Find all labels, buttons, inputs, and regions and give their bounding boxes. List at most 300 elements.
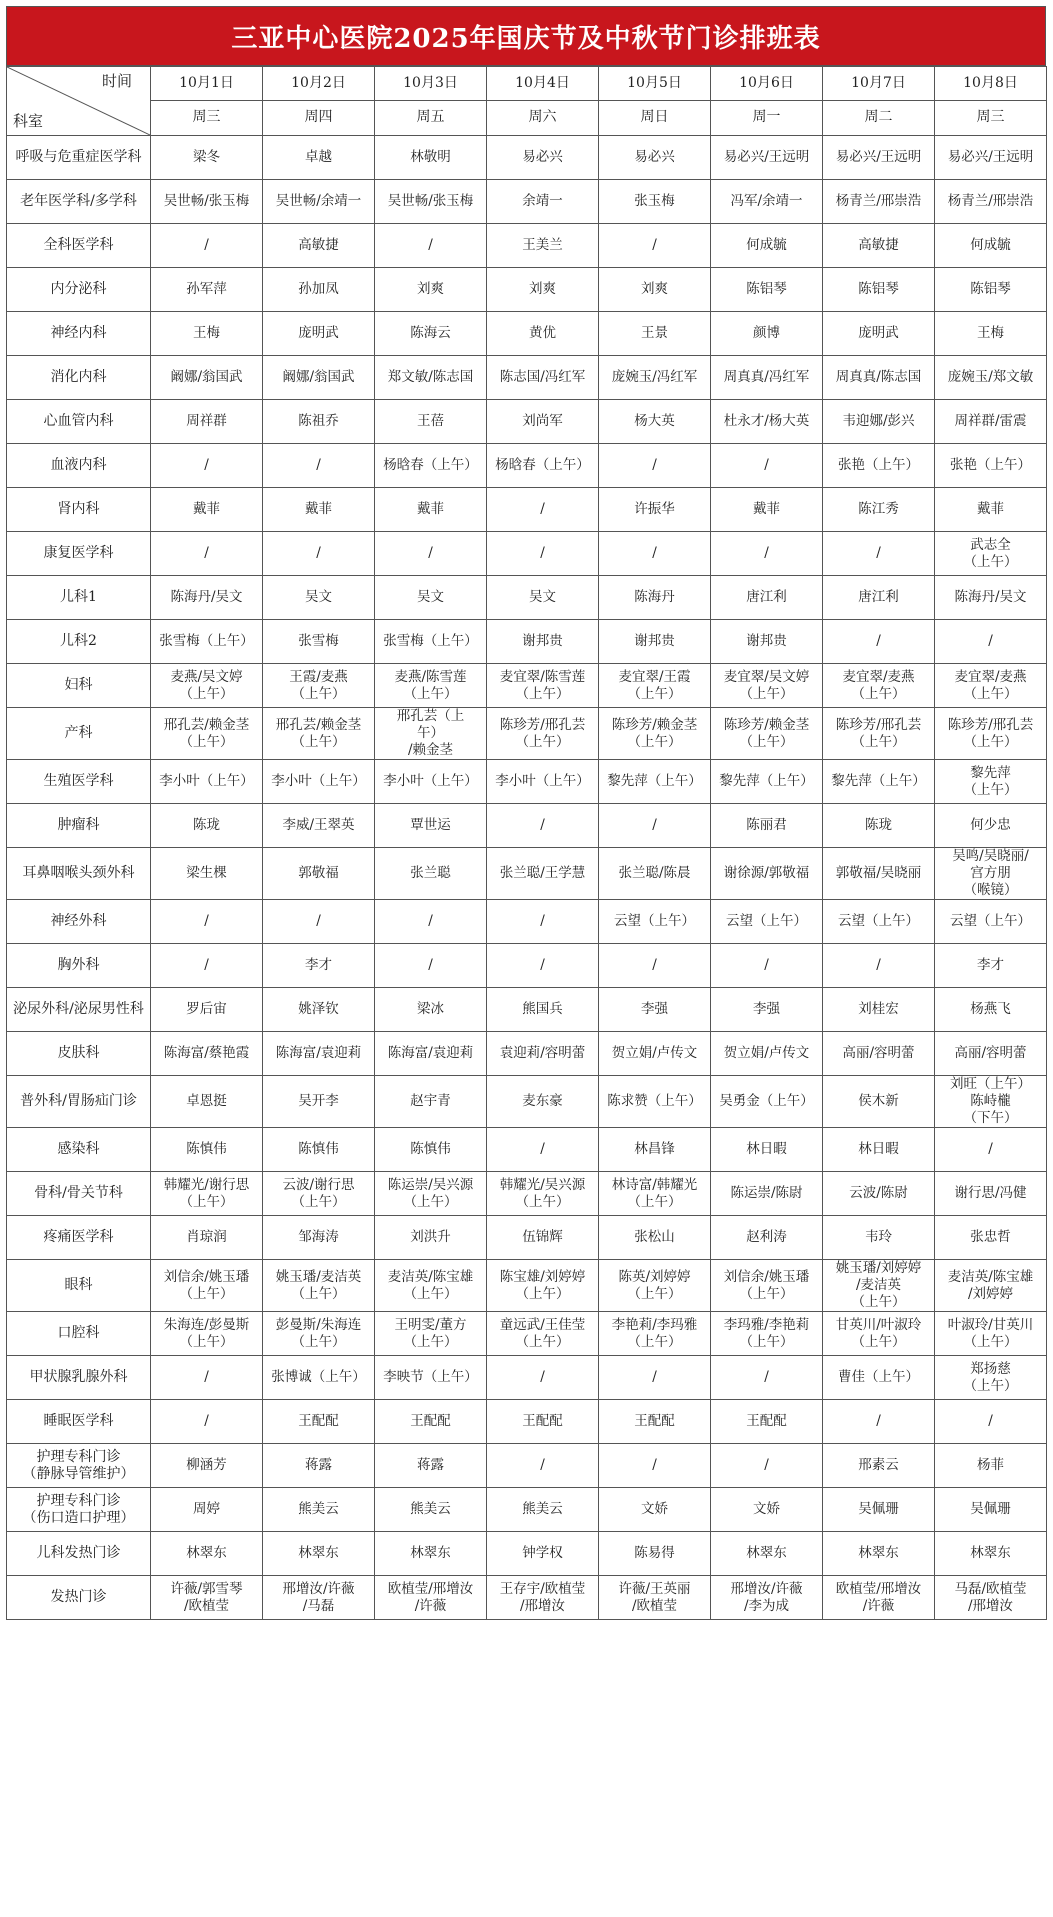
- schedule-cell: 梁冬: [151, 136, 263, 180]
- schedule-cell: 朱海连/彭曼斯 （上午）: [151, 1312, 263, 1356]
- department-cell: 肿瘤科: [7, 804, 151, 848]
- table-row: [7, 1400, 1047, 1444]
- schedule-cell: /: [487, 944, 599, 988]
- date-header-cell: 10月3日: [375, 67, 487, 101]
- schedule-cell: 梁生棵: [151, 848, 263, 900]
- schedule-cell: 韦迎娜/彭兴: [823, 400, 935, 444]
- schedule-cell: /: [599, 444, 711, 488]
- schedule-cell: 易必兴: [599, 136, 711, 180]
- schedule-cell: 林敬明: [375, 136, 487, 180]
- department-cell: 睡眠医学科: [7, 1400, 151, 1444]
- schedule-cell: 张博诚（上午）: [263, 1356, 375, 1400]
- schedule-cell: 钟学权: [487, 1532, 599, 1576]
- schedule-cell: 李小叶（上午）: [263, 760, 375, 804]
- schedule-cell: /: [823, 620, 935, 664]
- schedule-cell: 王配配: [487, 1400, 599, 1444]
- department-cell: 发热门诊: [7, 1576, 151, 1620]
- schedule-cell: 周真真/冯红军: [711, 356, 823, 400]
- schedule-cell: /: [711, 1356, 823, 1400]
- schedule-cell: 黎先萍（上午）: [823, 760, 935, 804]
- schedule-cell: 郭敬福/吴晓丽: [823, 848, 935, 900]
- schedule-cell: 王景: [599, 312, 711, 356]
- schedule-cell: 吴世畅/张玉梅: [375, 180, 487, 224]
- date-header-cell: 10月2日: [263, 67, 375, 101]
- schedule-cell: /: [599, 1356, 711, 1400]
- schedule-cell: 邹海涛: [263, 1216, 375, 1260]
- schedule-cell: 王配配: [711, 1400, 823, 1444]
- schedule-cell: 王存宇/欧植莹 /邢增汝: [487, 1576, 599, 1620]
- schedule-cell: 孙加凤: [263, 268, 375, 312]
- date-header-cell: 10月7日: [823, 67, 935, 101]
- table-row: [7, 1532, 1047, 1576]
- schedule-cell: 李映节（上午）: [375, 1356, 487, 1400]
- schedule-cell: /: [599, 944, 711, 988]
- schedule-cell: /: [487, 532, 599, 576]
- schedule-cell: 甘英川/叶淑玲 （上午）: [823, 1312, 935, 1356]
- schedule-cell: /: [151, 532, 263, 576]
- table-row: [7, 180, 1047, 224]
- schedule-cell: 唐江利: [823, 576, 935, 620]
- schedule-cell: 郑文敏/陈志国: [375, 356, 487, 400]
- department-cell: 儿科1: [7, 576, 151, 620]
- schedule-cell: 云波/陈尉: [823, 1172, 935, 1216]
- department-cell: 康复医学科: [7, 532, 151, 576]
- schedule-cell: 吴世畅/张玉梅: [151, 180, 263, 224]
- schedule-cell: 吴佩珊: [823, 1488, 935, 1532]
- schedule-cell: /: [151, 900, 263, 944]
- schedule-cell: 陈海丹/吴文: [935, 576, 1047, 620]
- department-cell: 胸外科: [7, 944, 151, 988]
- schedule-cell: 曹佳（上午）: [823, 1356, 935, 1400]
- schedule-cell: 邢增汝/许薇 /马磊: [263, 1576, 375, 1620]
- schedule-cell: 林诗富/韩耀光 （上午）: [599, 1172, 711, 1216]
- table-row: [7, 1076, 1047, 1128]
- schedule-cell: 马磊/欧植莹 /邢增汝: [935, 1576, 1047, 1620]
- table-row: [7, 356, 1047, 400]
- schedule-cell: /: [711, 944, 823, 988]
- schedule-cell: 杨晗春（上午）: [487, 444, 599, 488]
- schedule-cell: 麦宜翠/陈雪莲 （上午）: [487, 664, 599, 708]
- schedule-cell: 李威/王翠英: [263, 804, 375, 848]
- weekday-header-row: [7, 100, 1047, 135]
- department-cell: 儿科2: [7, 620, 151, 664]
- schedule-cell: 云望（上午）: [823, 900, 935, 944]
- department-cell: 护理专科门诊 （伤口造口护理）: [7, 1488, 151, 1532]
- schedule-cell: 李小叶（上午）: [487, 760, 599, 804]
- schedule-cell: 陈丽君: [711, 804, 823, 848]
- schedule-cell: 余靖一: [487, 180, 599, 224]
- table-row: [7, 1172, 1047, 1216]
- schedule-cell: 麦洁英/陈宝雄 /刘婷婷: [935, 1260, 1047, 1312]
- schedule-cell: 林翠东: [711, 1532, 823, 1576]
- schedule-cell: 庞婉玉/冯红军: [599, 356, 711, 400]
- schedule-cell: 高丽/容明蕾: [823, 1032, 935, 1076]
- schedule-cell: 张雪梅（上午）: [375, 620, 487, 664]
- schedule-cell: /: [599, 532, 711, 576]
- weekday-header-cell: 周二: [823, 100, 935, 135]
- schedule-cell: 韦玲: [823, 1216, 935, 1260]
- schedule-cell: 王梅: [935, 312, 1047, 356]
- table-row: [7, 804, 1047, 848]
- table-row: [7, 1216, 1047, 1260]
- schedule-cell: 杜永才/杨大英: [711, 400, 823, 444]
- schedule-cell: 陈海富/蔡艳霞: [151, 1032, 263, 1076]
- department-cell: 皮肤科: [7, 1032, 151, 1076]
- schedule-cell: 高丽/容明蕾: [935, 1032, 1047, 1076]
- schedule-cell: 陈珍芳/邢孔芸 （上午）: [823, 708, 935, 760]
- schedule-cell: 谢徐源/郭敬福: [711, 848, 823, 900]
- schedule-cell: 陈海丹: [599, 576, 711, 620]
- schedule-cell: 王配配: [263, 1400, 375, 1444]
- schedule-cell: 易必兴/王远明: [711, 136, 823, 180]
- schedule-cell: 林日暇: [823, 1128, 935, 1172]
- schedule-sheet: [6, 6, 1046, 1620]
- schedule-cell: 何少忠: [935, 804, 1047, 848]
- schedule-cell: 易必兴: [487, 136, 599, 180]
- department-cell: 神经内科: [7, 312, 151, 356]
- schedule-cell: 熊美云: [263, 1488, 375, 1532]
- schedule-cell: 戴菲: [263, 488, 375, 532]
- department-cell: 感染科: [7, 1128, 151, 1172]
- schedule-cell: 李才: [263, 944, 375, 988]
- schedule-cell: 林日暇: [711, 1128, 823, 1172]
- schedule-cell: 张雪梅（上午）: [151, 620, 263, 664]
- schedule-cell: 陈运崇/吴兴源 （上午）: [375, 1172, 487, 1216]
- department-cell: 消化内科: [7, 356, 151, 400]
- schedule-cell: 何成毓: [935, 224, 1047, 268]
- table-row: [7, 988, 1047, 1032]
- schedule-body: [7, 136, 1047, 1620]
- schedule-cell: /: [823, 944, 935, 988]
- schedule-cell: 欧植莹/邢增汝 /许薇: [375, 1576, 487, 1620]
- schedule-cell: 侯木新: [823, 1076, 935, 1128]
- schedule-cell: 文娇: [711, 1488, 823, 1532]
- schedule-cell: 王美兰: [487, 224, 599, 268]
- schedule-cell: /: [935, 1400, 1047, 1444]
- schedule-cell: 叶淑玲/甘英川 （上午）: [935, 1312, 1047, 1356]
- schedule-cell: 张兰聪: [375, 848, 487, 900]
- schedule-cell: 黎先萍（上午）: [599, 760, 711, 804]
- table-row: [7, 576, 1047, 620]
- department-cell: 口腔科: [7, 1312, 151, 1356]
- schedule-cell: 陈宝雄/刘婷婷 （上午）: [487, 1260, 599, 1312]
- table-row: [7, 1488, 1047, 1532]
- schedule-cell: 麦宜翠/麦燕 （上午）: [823, 664, 935, 708]
- schedule-cell: 云望（上午）: [711, 900, 823, 944]
- schedule-cell: 吴文: [263, 576, 375, 620]
- table-row: [7, 944, 1047, 988]
- schedule-cell: 彭曼斯/朱海连 （上午）: [263, 1312, 375, 1356]
- schedule-cell: 伍锦辉: [487, 1216, 599, 1260]
- schedule-cell: 唐江利: [711, 576, 823, 620]
- schedule-cell: 贺立娟/卢传文: [599, 1032, 711, 1076]
- schedule-cell: 邢素云: [823, 1444, 935, 1488]
- schedule-cell: 陈珍芳/赖金茎 （上午）: [599, 708, 711, 760]
- schedule-cell: 陈志国/冯红军: [487, 356, 599, 400]
- schedule-cell: 陈慎伟: [151, 1128, 263, 1172]
- table-row: [7, 664, 1047, 708]
- schedule-cell: /: [487, 488, 599, 532]
- department-cell: 泌尿外科/泌尿男性科: [7, 988, 151, 1032]
- schedule-cell: 杨青兰/邢崇浩: [823, 180, 935, 224]
- schedule-cell: 杨青兰/邢崇浩: [935, 180, 1047, 224]
- schedule-cell: 易必兴/王远明: [823, 136, 935, 180]
- schedule-cell: 庞明武: [263, 312, 375, 356]
- schedule-cell: 高敏捷: [263, 224, 375, 268]
- schedule-cell: 阚娜/翁国武: [263, 356, 375, 400]
- schedule-cell: 杨菲: [935, 1444, 1047, 1488]
- schedule-cell: 陈英/刘婷婷 （上午）: [599, 1260, 711, 1312]
- table-row: [7, 444, 1047, 488]
- schedule-cell: 贺立娟/卢传文: [711, 1032, 823, 1076]
- schedule-cell: 熊国兵: [487, 988, 599, 1032]
- schedule-cell: 卓越: [263, 136, 375, 180]
- schedule-cell: 麦宜翠/吴文婷 （上午）: [711, 664, 823, 708]
- department-cell: 甲状腺乳腺外科: [7, 1356, 151, 1400]
- department-cell: 神经外科: [7, 900, 151, 944]
- schedule-cell: 陈求赞（上午）: [599, 1076, 711, 1128]
- schedule-cell: 袁迎莉/容明蕾: [487, 1032, 599, 1076]
- schedule-cell: 刘信余/姚玉璠 （上午）: [711, 1260, 823, 1312]
- schedule-cell: 吴勇金（上午）: [711, 1076, 823, 1128]
- schedule-cell: 林昌锋: [599, 1128, 711, 1172]
- schedule-cell: 熊美云: [487, 1488, 599, 1532]
- schedule-cell: 王配配: [599, 1400, 711, 1444]
- schedule-cell: /: [823, 1400, 935, 1444]
- schedule-cell: 张忠哲: [935, 1216, 1047, 1260]
- schedule-cell: 李玛雅/李艳莉 （上午）: [711, 1312, 823, 1356]
- schedule-cell: 武志全 （上午）: [935, 532, 1047, 576]
- schedule-cell: 王配配: [375, 1400, 487, 1444]
- schedule-cell: 许振华: [599, 488, 711, 532]
- table-row: [7, 224, 1047, 268]
- schedule-cell: 陈慎伟: [263, 1128, 375, 1172]
- schedule-cell: 陈海富/袁迎莉: [263, 1032, 375, 1076]
- schedule-cell: 王霞/麦燕 （上午）: [263, 664, 375, 708]
- schedule-cell: 刘尚军: [487, 400, 599, 444]
- department-cell: 产科: [7, 708, 151, 760]
- schedule-cell: 梁冰: [375, 988, 487, 1032]
- schedule-cell: 陈珑: [823, 804, 935, 848]
- table-row: [7, 400, 1047, 444]
- schedule-cell: /: [375, 944, 487, 988]
- schedule-cell: 易必兴/王远明: [935, 136, 1047, 180]
- schedule-cell: 姚玉璠/刘婷婷 /麦洁英 （上午）: [823, 1260, 935, 1312]
- schedule-cell: /: [599, 224, 711, 268]
- table-row: [7, 1444, 1047, 1488]
- schedule-cell: /: [487, 1128, 599, 1172]
- schedule-cell: 麦东豪: [487, 1076, 599, 1128]
- schedule-cell: /: [263, 444, 375, 488]
- schedule-cell: /: [711, 444, 823, 488]
- schedule-cell: 王梅: [151, 312, 263, 356]
- schedule-cell: 王蓓: [375, 400, 487, 444]
- table-row: [7, 1128, 1047, 1172]
- schedule-cell: 邢孔芸/赖金茎 （上午）: [263, 708, 375, 760]
- schedule-cell: 吴世畅/余靖一: [263, 180, 375, 224]
- schedule-cell: 邢孔芸（上 午） /赖金茎: [375, 708, 487, 760]
- schedule-cell: 李小叶（上午）: [375, 760, 487, 804]
- date-header-cell: 10月4日: [487, 67, 599, 101]
- schedule-cell: 戴菲: [375, 488, 487, 532]
- table-row: [7, 900, 1047, 944]
- schedule-cell: /: [375, 900, 487, 944]
- schedule-cell: 王明雯/董方 （上午）: [375, 1312, 487, 1356]
- schedule-cell: 张兰聪/陈晨: [599, 848, 711, 900]
- schedule-cell: 高敏捷: [823, 224, 935, 268]
- table-row: [7, 1032, 1047, 1076]
- department-cell: 生殖医学科: [7, 760, 151, 804]
- schedule-cell: 李小叶（上午）: [151, 760, 263, 804]
- schedule-cell: 何成毓: [711, 224, 823, 268]
- schedule-cell: /: [375, 224, 487, 268]
- schedule-cell: 周祥群/雷震: [935, 400, 1047, 444]
- department-cell: 耳鼻咽喉头颈外科: [7, 848, 151, 900]
- schedule-cell: /: [263, 532, 375, 576]
- schedule-cell: 陈铝琴: [711, 268, 823, 312]
- schedule-cell: 谢行思/冯健: [935, 1172, 1047, 1216]
- table-row: [7, 620, 1047, 664]
- schedule-cell: 刘爽: [487, 268, 599, 312]
- table-row: [7, 1356, 1047, 1400]
- schedule-cell: 吴佩珊: [935, 1488, 1047, 1532]
- schedule-cell: /: [151, 1400, 263, 1444]
- schedule-cell: 韩耀光/谢行思 （上午）: [151, 1172, 263, 1216]
- schedule-cell: 刘爽: [375, 268, 487, 312]
- schedule-cell: /: [487, 804, 599, 848]
- weekday-header-cell: 周四: [263, 100, 375, 135]
- schedule-cell: 刘洪升: [375, 1216, 487, 1260]
- schedule-cell: 陈海云: [375, 312, 487, 356]
- table-row: [7, 136, 1047, 180]
- schedule-cell: 刘旺（上午） 陈峙櫳 （下午）: [935, 1076, 1047, 1128]
- schedule-cell: 邢增汝/许薇 /李为成: [711, 1576, 823, 1620]
- schedule-cell: /: [263, 900, 375, 944]
- schedule-cell: /: [711, 1444, 823, 1488]
- schedule-cell: 黎先萍 （上午）: [935, 760, 1047, 804]
- schedule-cell: 陈慎伟: [375, 1128, 487, 1172]
- date-header-cell: 10月5日: [599, 67, 711, 101]
- schedule-cell: 麦洁英/陈宝雄 （上午）: [375, 1260, 487, 1312]
- department-cell: 血液内科: [7, 444, 151, 488]
- table-row: [7, 848, 1047, 900]
- schedule-cell: 云望（上午）: [935, 900, 1047, 944]
- schedule-cell: 麦宜翠/王霞 （上午）: [599, 664, 711, 708]
- weekday-header-cell: 周三: [935, 100, 1047, 135]
- schedule-cell: 张兰聪/王学慧: [487, 848, 599, 900]
- department-cell: 眼科: [7, 1260, 151, 1312]
- schedule-cell: 郭敬福: [263, 848, 375, 900]
- schedule-cell: 云望（上午）: [599, 900, 711, 944]
- department-cell: 妇科: [7, 664, 151, 708]
- schedule-cell: /: [151, 224, 263, 268]
- schedule-cell: 黄优: [487, 312, 599, 356]
- table-row: [7, 532, 1047, 576]
- schedule-cell: 吴文: [375, 576, 487, 620]
- date-header-cell: 10月8日: [935, 67, 1047, 101]
- schedule-cell: /: [151, 1356, 263, 1400]
- department-cell: 肾内科: [7, 488, 151, 532]
- schedule-cell: 周真真/陈志国: [823, 356, 935, 400]
- page-title: 三亚中心医院2025年国庆节及中秋节门诊排班表: [6, 6, 1046, 66]
- schedule-cell: /: [935, 1128, 1047, 1172]
- schedule-cell: 林翠东: [263, 1532, 375, 1576]
- schedule-cell: 黎先萍（上午）: [711, 760, 823, 804]
- table-row: [7, 312, 1047, 356]
- schedule-cell: 陈江秀: [823, 488, 935, 532]
- table-row: [7, 1576, 1047, 1620]
- schedule-cell: 陈珍芳/邢孔芸 （上午）: [935, 708, 1047, 760]
- department-cell: 疼痛医学科: [7, 1216, 151, 1260]
- schedule-cell: 陈珍芳/邢孔芸 （上午）: [487, 708, 599, 760]
- date-header-cell: 10月1日: [151, 67, 263, 101]
- schedule-cell: 庞明武: [823, 312, 935, 356]
- schedule-cell: 戴菲: [711, 488, 823, 532]
- department-cell: 普外科/胃肠疝门诊: [7, 1076, 151, 1128]
- department-cell: 骨科/骨关节科: [7, 1172, 151, 1216]
- schedule-cell: /: [487, 900, 599, 944]
- schedule-cell: 韩耀光/吴兴源 （上午）: [487, 1172, 599, 1216]
- schedule-cell: 刘信余/姚玉璠 （上午）: [151, 1260, 263, 1312]
- schedule-cell: 姚泽钦: [263, 988, 375, 1032]
- schedule-cell: 覃世运: [375, 804, 487, 848]
- schedule-cell: 邢孔芸/赖金茎 （上午）: [151, 708, 263, 760]
- schedule-cell: 蒋露: [263, 1444, 375, 1488]
- schedule-cell: 熊美云: [375, 1488, 487, 1532]
- schedule-cell: 吴鸣/吴晓丽/ 宫方朋 （喉镜）: [935, 848, 1047, 900]
- schedule-cell: 孙军萍: [151, 268, 263, 312]
- schedule-cell: 张雪梅: [263, 620, 375, 664]
- schedule-cell: 林翠东: [375, 1532, 487, 1576]
- schedule-cell: 郑扬慈 （上午）: [935, 1356, 1047, 1400]
- schedule-cell: /: [151, 444, 263, 488]
- schedule-cell: 陈珑: [151, 804, 263, 848]
- schedule-cell: 颜博: [711, 312, 823, 356]
- schedule-cell: 肖琼润: [151, 1216, 263, 1260]
- schedule-cell: /: [599, 1444, 711, 1488]
- schedule-cell: 张玉梅: [599, 180, 711, 224]
- schedule-cell: 刘爽: [599, 268, 711, 312]
- department-cell: 心血管内科: [7, 400, 151, 444]
- schedule-cell: 许薇/郭雪琴 /欧植莹: [151, 1576, 263, 1620]
- schedule-cell: 赵利涛: [711, 1216, 823, 1260]
- schedule-cell: 陈运崇/陈尉: [711, 1172, 823, 1216]
- schedule-cell: 谢邦贵: [599, 620, 711, 664]
- schedule-cell: 李强: [599, 988, 711, 1032]
- schedule-cell: 麦燕/陈雪莲 （上午）: [375, 664, 487, 708]
- schedule-cell: 麦宜翠/麦燕 （上午）: [935, 664, 1047, 708]
- date-header-row: [7, 67, 1047, 101]
- schedule-cell: 林翠东: [935, 1532, 1047, 1576]
- schedule-cell: 陈易得: [599, 1532, 711, 1576]
- table-row: [7, 1260, 1047, 1312]
- weekday-header-cell: 周六: [487, 100, 599, 135]
- table-row: [7, 1312, 1047, 1356]
- schedule-cell: 吴文: [487, 576, 599, 620]
- schedule-cell: 张艳（上午）: [935, 444, 1047, 488]
- weekday-header-cell: 周一: [711, 100, 823, 135]
- schedule-cell: 麦燕/吴文婷 （上午）: [151, 664, 263, 708]
- schedule-cell: 冯军/余靖一: [711, 180, 823, 224]
- department-cell: 护理专科门诊 （静脉导管维护）: [7, 1444, 151, 1488]
- date-header-cell: 10月6日: [711, 67, 823, 101]
- corner-cell: [7, 67, 151, 136]
- schedule-cell: 李艳莉/李玛雅 （上午）: [599, 1312, 711, 1356]
- table-row: [7, 708, 1047, 760]
- schedule-cell: 戴菲: [935, 488, 1047, 532]
- table-row: [7, 268, 1047, 312]
- schedule-cell: 周婷: [151, 1488, 263, 1532]
